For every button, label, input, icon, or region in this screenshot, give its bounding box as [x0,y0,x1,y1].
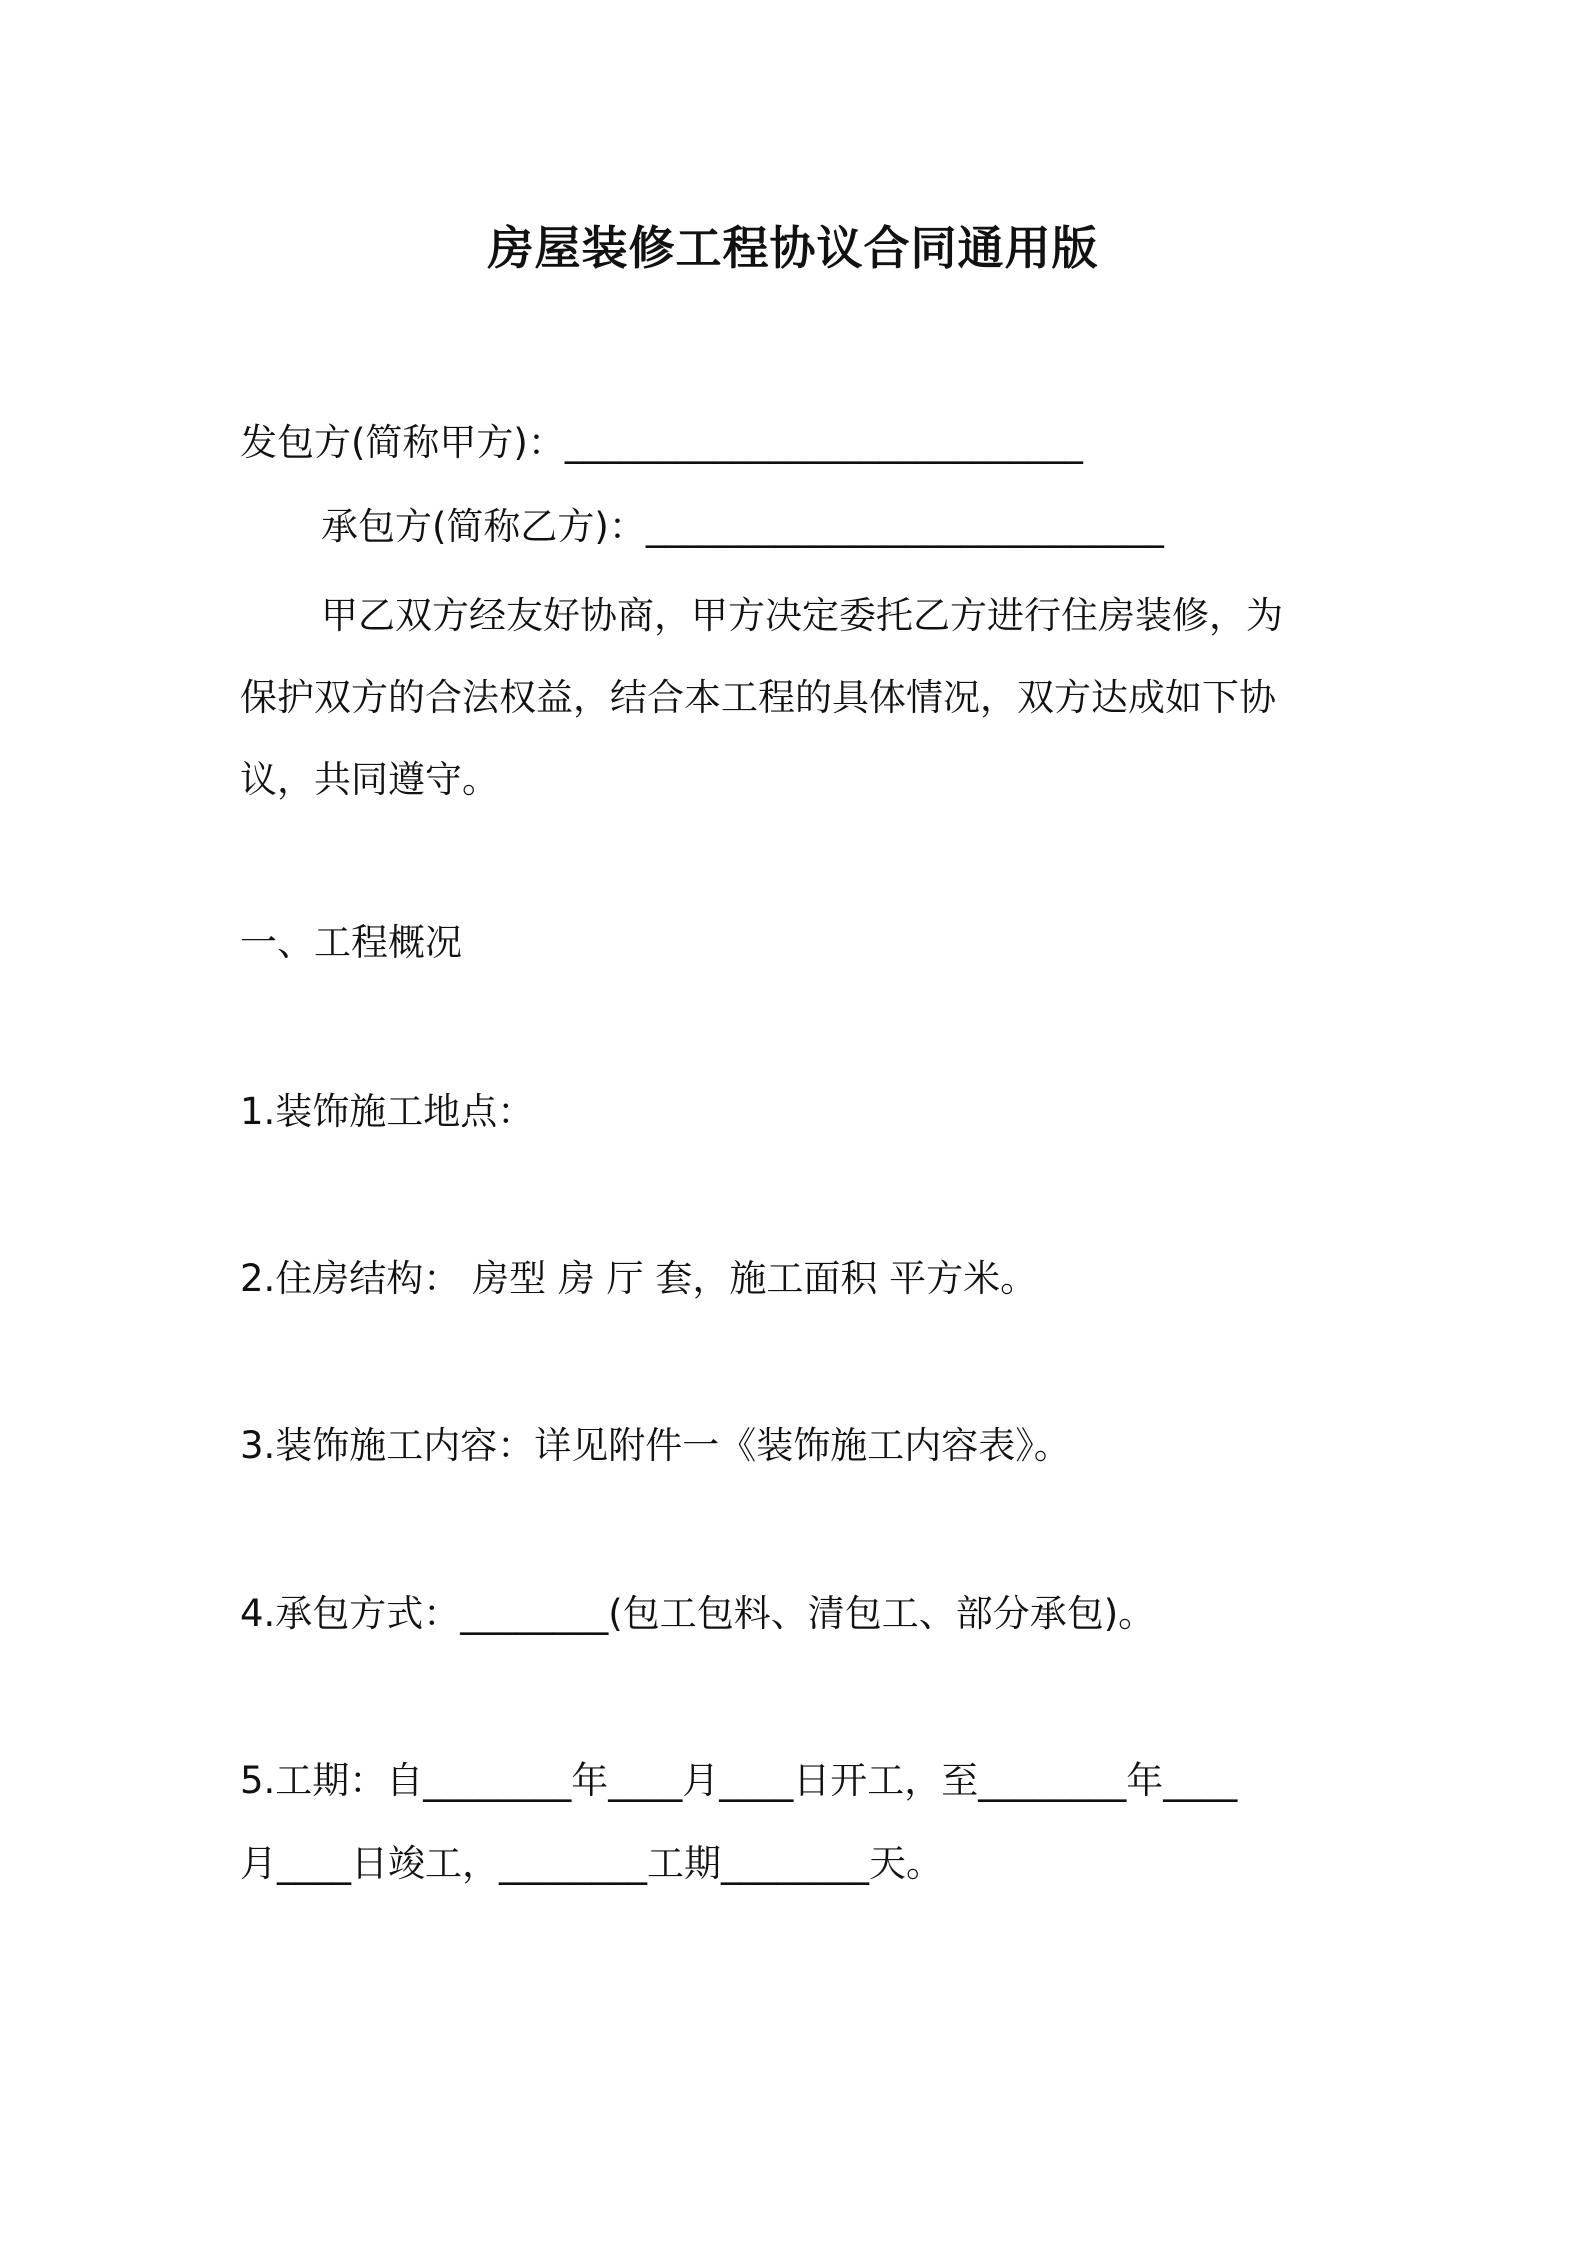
item-schedule-line-2: 月____日竣工，________工期________天。 [240,1842,943,1885]
intro-line-3: 议，共同遵守。 [240,758,499,801]
party-b-line: 承包方(简称乙方)：____________________________ [321,505,1164,548]
intro-line-1: 甲乙双方经友好协商，甲方决定委托乙方进行住房装修，为 [321,594,1283,637]
item-housing-structure: 2.住房结构： 房型 房 厅 套，施工面积 平方米。 [240,1257,1038,1300]
intro-line-2: 保护双方的合法权益，结合本工程的具体情况，双方达成如下协 [240,676,1276,719]
intro-paragraph [240,575,1356,821]
item-construction-site: 1.装饰施工地点： [240,1090,535,1133]
item-schedule-line-1: 5.工期：自________年____月____日开工，至________年____ [240,1759,1238,1802]
section-heading-overview: 一、工程概况 [240,921,462,964]
item-contract-method: 4.承包方式：________(包工包料、清包工、部分承包)。 [240,1592,1156,1635]
document-title: 房屋装修工程协议合同通用版 [487,221,1099,275]
item-construction-content: 3.装饰施工内容：详见附件一《装饰施工内容表》。 [240,1424,1071,1467]
party-a-line: 发包方(简称甲方)：____________________________ [240,421,1083,464]
